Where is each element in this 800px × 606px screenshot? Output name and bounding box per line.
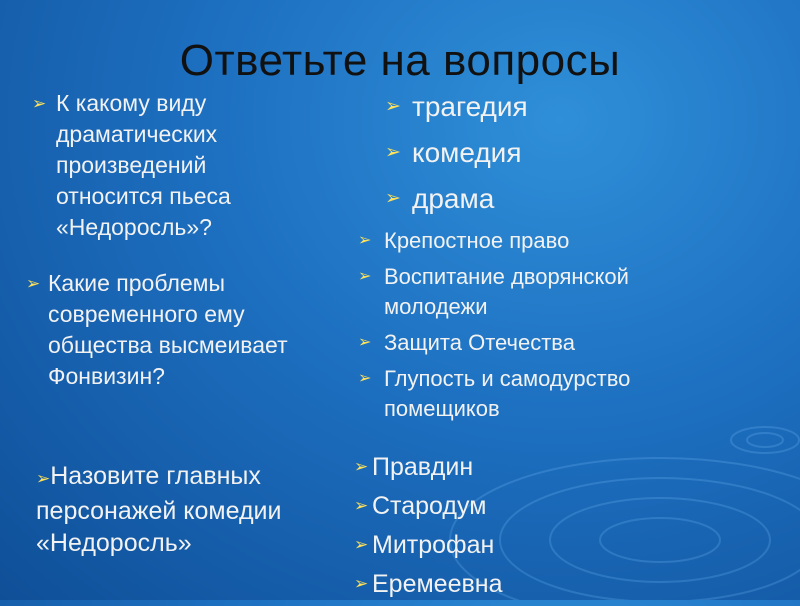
arrow-bullet-icon: ➢ (354, 457, 369, 476)
arrow-bullet-icon: ➢ (354, 496, 369, 515)
arrow-bullet-icon: ➢ (358, 370, 372, 387)
genre-label: драма (412, 183, 495, 214)
problem-item (358, 262, 630, 322)
character-item (354, 567, 503, 606)
question-line: Фонвизин? (48, 363, 165, 389)
arrow-bullet-icon: ➢ (358, 268, 372, 285)
problems-list (358, 226, 631, 430)
character-name: Митрофан (372, 531, 495, 559)
question-line: Какие проблемы (48, 270, 226, 296)
arrow-bullet-icon: ➢ (385, 188, 401, 209)
question-problems (26, 268, 288, 392)
genre-label: трагедия (412, 91, 528, 122)
question-characters (36, 460, 281, 559)
arrow-bullet-icon: ➢ (385, 96, 401, 117)
question-line: «Недоросль» (36, 529, 192, 557)
problem-line: молодежи (384, 294, 488, 319)
genre-item (385, 180, 528, 226)
problem-line: Глупость и самодурство (384, 366, 631, 391)
arrow-bullet-icon: ➢ (36, 469, 51, 488)
problem-line: Воспитание дворянской (384, 264, 629, 289)
character-item (354, 528, 502, 567)
arrow-bullet-icon: ➢ (26, 274, 41, 293)
problem-item (358, 328, 630, 358)
character-name: Стародум (372, 492, 487, 520)
problem-line: Крепостное право (384, 228, 570, 253)
character-name: Правдин (372, 453, 474, 481)
arrow-bullet-icon: ➢ (354, 574, 369, 593)
genre-item (385, 134, 528, 180)
problem-item (358, 364, 631, 424)
arrow-bullet-icon: ➢ (358, 232, 372, 249)
question-line: персонажей комедии (36, 497, 282, 525)
arrow-bullet-icon: ➢ (358, 334, 372, 351)
question-line: драматических (56, 121, 218, 147)
question-line: современного ему (48, 301, 245, 327)
question-line: общества высмеивает (48, 332, 288, 358)
problem-line: Защита Отечества (384, 330, 575, 355)
question-line: произведений (56, 152, 207, 178)
character-item (354, 489, 502, 528)
question-line: «Недоросль»? (56, 214, 212, 240)
character-name: Еремеевна (372, 570, 503, 598)
slide-title: Ответьте на вопросы (179, 36, 621, 85)
character-item (354, 450, 502, 489)
arrow-bullet-icon: ➢ (385, 142, 401, 163)
arrow-bullet-icon: ➢ (32, 94, 47, 113)
arrow-bullet-icon: ➢ (354, 535, 369, 554)
characters-list (354, 450, 503, 606)
problem-item (358, 226, 630, 256)
question-line-text: Назовите главных (50, 462, 261, 490)
problem-line: помещиков (384, 396, 500, 421)
question-line: К какому виду (56, 90, 207, 116)
question-line: относится пьеса (56, 183, 231, 209)
genre-item (385, 88, 528, 134)
genre-label: комедия (412, 137, 522, 168)
question-genre (32, 88, 231, 243)
genres-list (385, 88, 528, 226)
question-line (36, 460, 281, 495)
